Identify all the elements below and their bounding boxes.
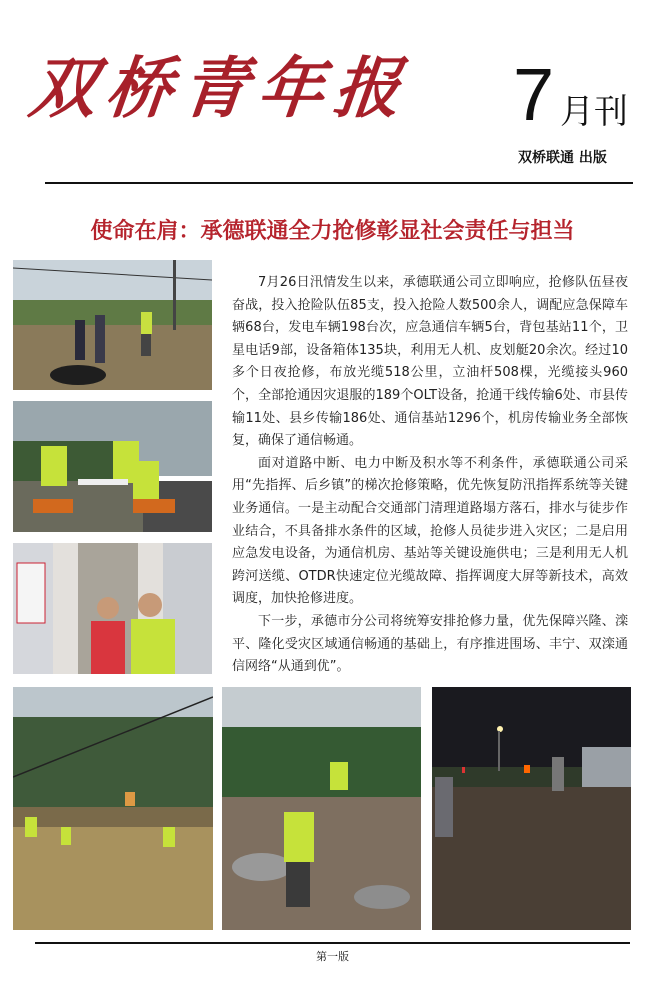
- photo-cable-repair-field: [13, 260, 212, 390]
- photo-emergency-workers: [13, 401, 212, 532]
- article-paragraph: 面对道路中断、电力中断及积水等不利条件，承德联通公司采用“先指挥、后乡镇”的梯次抢修策略，优先恢复防汛指挥系统等关键业务通信。一是主动配合交通部门清理道路塌方落石，排水与徒步作业结合，不具备排水条件的区域，抢修人员徒步进入灾区；二是启用应急发电设备，为通信机房、基站等关键设施供电；三是利用无人机跨河送缆、OTDR快速定位光缆故障、指挥调度大屏等新技术，高效调度，加快抢修进度。: [232, 455, 628, 607]
- article-paragraph: 7月26日汛情发生以来，承德联通公司立即响应，抢修队伍昼夜奋战，投入抢险队伍85支，投入抢险人数500余人，调配应急保障车辆68台，发电车辆198台次，应急通信车辆5台，背包基站11个，卫星电话9部，设备箱体135块，利用无人机、皮划艇20余次。经过10多个日夜抢修，布放光缆518公里，立油杆508棵，光缆接头960个，全部抢通因灾退服的189个OLT设备，抢通干线传输6处、市县传输11处、县乡传输186处、通信基站1296个，机房传输业务全部恢复，确保了通信畅通。: [232, 275, 628, 449]
- footer-divider: [35, 942, 630, 944]
- photo-rocky-path-inspection: [222, 687, 421, 930]
- photo-night-flood-road: [432, 687, 631, 930]
- publisher-label: 双桥联通 出版: [518, 150, 607, 166]
- header-divider: [45, 182, 633, 184]
- article-headline: 使命在肩：承德联通全力抢修彰显社会责任与担当: [90, 219, 575, 244]
- issue-suffix: 月刊: [560, 92, 628, 132]
- page-label: 第一版: [316, 950, 349, 963]
- newspaper-title: 双桥青年报: [25, 49, 415, 127]
- issue-number: 7: [513, 53, 555, 136]
- article-paragraph: 下一步，承德市分公司将统筹安排抢修力量，优先保障兴隆、滦平、隆化受灾区域通信畅通的基础上，有序推进围场、丰宁、双滦通信网络“从通到优”。: [232, 613, 628, 675]
- article-body: [232, 272, 628, 679]
- photo-equipment-room: [13, 543, 212, 674]
- photo-river-crossing: [13, 687, 213, 930]
